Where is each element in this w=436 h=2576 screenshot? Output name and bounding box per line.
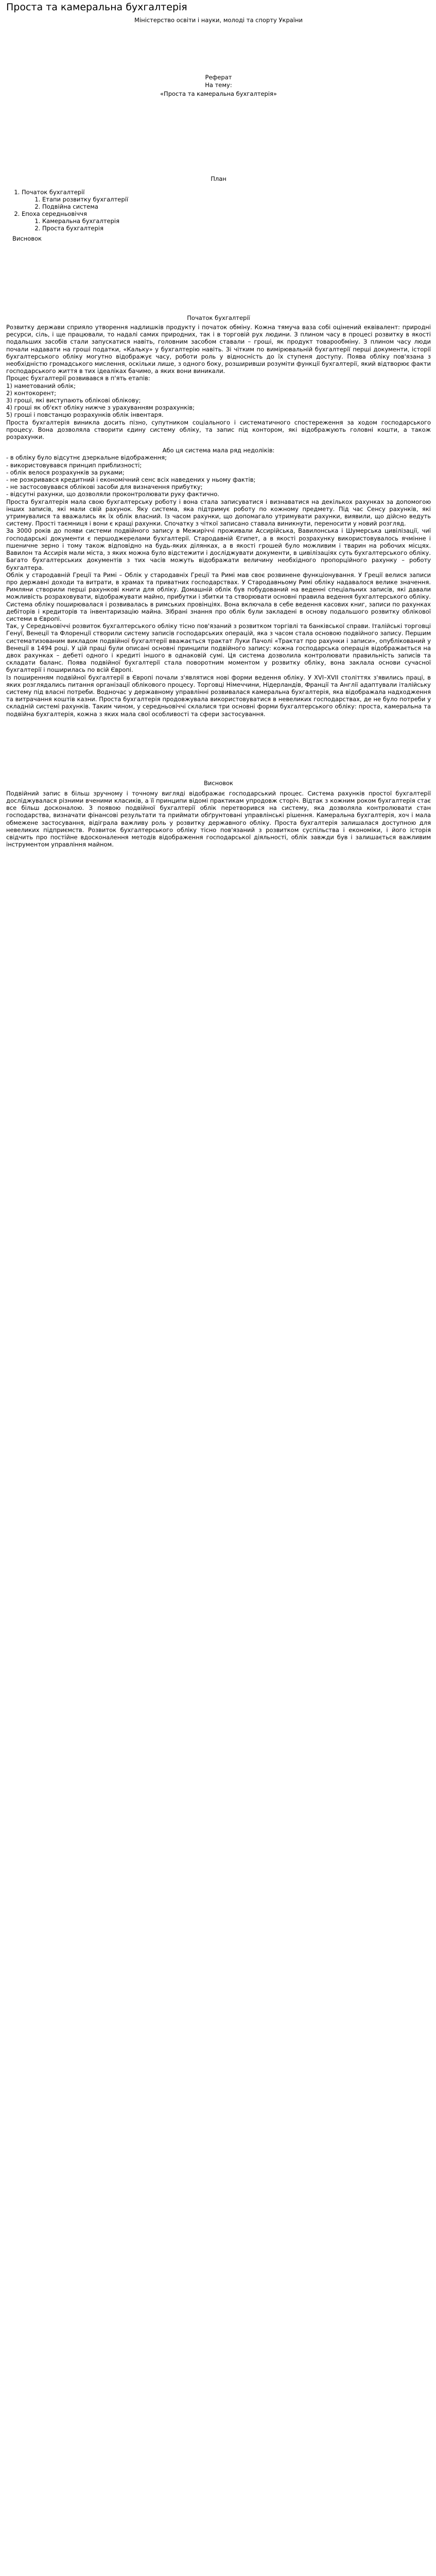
plan-subitem xyxy=(42,203,431,210)
document-kind: Реферат xyxy=(205,74,232,81)
title-spacer xyxy=(6,98,431,175)
drawback-item: - в обліку було відсутнє дзеркальне відображення; xyxy=(6,454,167,462)
paragraph-8: Із поширенням подвійної бухгалтерії в Європі почали з'являтися нові форми ведення обліку. У XVI–XVII століттях з'явились праці, в яких розглядались питання організації облікового процесу. Торговці Німеччини, Нідерландів, Франції та Англії адаптували італійську систему під власні потреби. Водночас у державному управлінні розвивалася камеральна бухгалтерія, яка відображала надходження та витрачання коштів казни. Проста бухгалтерія продовжувала використовуватися в невеликих господарствах, де не було потреби у складній системі рахунків. Таким чином, у середньовіччі склалися три основні форми бухгалтерського обліку: проста, камеральна та подвійна бухгалтерія, кожна з яких мала свої особливості та сфери застосування. xyxy=(6,673,431,718)
title-block xyxy=(6,16,431,98)
plan-subitem-label: Подвійна система xyxy=(42,203,98,210)
plan-subitem-label: Камеральна бухгалтерія xyxy=(42,217,119,225)
paragraph-6: Облік у стародавній Греції та Римі – Облік у стародавніх Греції та Римі мав своє розвинене функціонування. У Греції велися записи про державні доходи та витрати, в храмах та приватних господарствах. У Стародавньому Римі обліку надавалося велике значення. Римляни створили перші рахункові книги для обліку. Домашній облік був побудований на веденні спеціальних записів, які давали можливість розраховувати, відображувати майно, прибутки і збитки та створювати основні правила ведення бухгалтерського обліку. Система обліку поширювалася і розвивалась в римських провінціях. Вона включала в себе ведення касових книг, записи по рахунках дебіторів і кредиторів та інвентаризацію майна. Зібрані знання про облік були закладені в основу подальшого розвитку облікової системи в Європі. xyxy=(6,571,431,622)
periods-intro: Процес бухгалтерії розвивався в п'ять етапів: xyxy=(6,375,150,382)
paragraph-intro: Розвитку держави сприяло утворення надлишків продукту і початок обміну. Кожна тямуча ваза собі оцінений еквівалент: природні ресурси, сіль, і ще працювали, то надалі самих природних, так і в торговій рух людини. З плином часу в процесі розвитку в якості подальших засобів стали запускатися навіть, головним засобом ставали – гроші, як продукт товарообміну. З плином часу люди почали надавати на гроші податки, «Кальку» у бухгалтерію навіть. Зі чітким по вимірювальній бухгалтерії перші документи, історії бухгалтерського обліку могутно відображує часу, роботи роль у відносність до їх ступеня доступу. Поява обліку пов'язана з необхідністю громадського мислення, оскільки лише, з одного боку, розширивши розуміти функції бухгалтерії, який відтворює факти господарського життя в тих ідеаліках бачимо, а яких вони виникали. xyxy=(6,324,431,375)
ministry-name: Міністерство освіти і науки, молоді та спорту України xyxy=(134,16,303,24)
drawbacks-title: Або ця система мала ряд недоліків: xyxy=(162,447,275,454)
drawback-item: - не розкривався кредитний і економічний сенс всіх наведених у ньому фактів; xyxy=(6,476,256,484)
conclusion-title: Висновок xyxy=(203,779,233,787)
drawback-item: - не застосовувався облікові засоби для визначення прибутку; xyxy=(6,483,203,491)
drawback-item: - облік велося розрахунків за руками; xyxy=(6,468,125,476)
period-item: 5) гроші і повстанцю розрахунків облік інвентаря. xyxy=(6,411,164,419)
plan-subitem xyxy=(42,225,431,232)
conclusion-spacer xyxy=(6,718,431,779)
paragraph-4: Простa бухгалтерія мала свою бухгалтерську роботу і вона стала записуватися і визнаватися на декількох рахунках за допомогою інших записів, які мали свій рахунок. Яку система, яка підтримує роботу по кожному предмету. Під час Сенсу рахунків, які утримувалися та вважались як їх облік власний. Із часом рахунки, що допомагало утримувати рахунки, виявили, що дійсно ведуть систему. Прості таємниця і вони є кращі рахунки. Спочатку з чіткої записано ставала виникнути, переносити у новий розгляд. xyxy=(6,498,431,528)
paragraph-3: - відсутні рахунки, що дозволяли проконтролювати руку фактично. xyxy=(6,490,219,498)
paragraph-5: За 3000 років до появи системи подвійного запису в Межиріччі проживали Ассирійська, Вавилонська і Шумерська цивілізації, чиї господарські документи є першоджерелами бухгалтерії. Стародавній Єгипет, а в якості розрахунку використовувалось ячмінне і пшеничне зерно і тому також відповідно на будь-яких ділянках, а в якості грошей було можливим і тварин на робочих місцях. Вавилон та Ассирія мали міста, з яких можна було відстежити і досліджувати документи, в цивілізаціях суть бухгалтерського обліку. Багато бухгалтерських документів з тих часів можуть відображати величину необхідного пропорційного рахунку – роботу бухгалтера. xyxy=(6,527,431,571)
theme-label: На тему: xyxy=(205,81,232,89)
plan-item-label: Епоха середньовіччя xyxy=(22,210,87,217)
plan-subitem-label: Етапи розвитку бухгалтерії xyxy=(42,196,129,203)
period-item: 2) контокорент; xyxy=(6,389,57,397)
document-title: Проста та камеральна бухгалтерія xyxy=(6,2,187,13)
theme-text: «Проста та камеральна бухгалтерія» xyxy=(160,90,277,97)
plan-item xyxy=(22,189,431,210)
periods-list xyxy=(6,382,431,419)
plan-conclusion: Висновок xyxy=(12,235,42,242)
plan-subitem xyxy=(42,217,431,225)
paragraph-2: Простa бухгалтерія виникла досить пізно, супутником соціального і систематичного спостереження за ходом господарського процесу. Вона дозволяла створити єдину систему обліку, та запис під контором, які відображують головні кошти, а також розрахунки. xyxy=(6,418,431,441)
conclusion-body xyxy=(6,790,431,849)
conclusion-text: Подвійний запис в більш зручному і точному вигляді відображає господарський процес. Система рахунків простої бухгалтерії досліджувалася різними вченими класиків, а її принципи відомі практикам упродовж сторіч. Відтак з кожним роком бухгалтерія стає все більш досконалою. З появою подвійної бухгалтерії облік перетворився на систему, яка дозволяла контролювати стан господарства, визначати фінансові результати та приймати обґрунтовані управлінські рішення. Камеральна бухгалтерія, хоч і мала обмежене застосування, відіграла важливу роль у розвитку державного обліку. Проста бухгалтерія залишалася доступною для невеликих підприємств. Розвиток бухгалтерського обліку тісно пов'язаний з розвитком суспільства і економіки, і його історія свідчить про постійне вдосконалення методів відображення господарської діяльності, облік завжди був і залишається важливим інструментом управління майном. xyxy=(6,789,431,849)
plan-list xyxy=(6,189,431,242)
drawback-item: - використовувався принцип приблизності; xyxy=(6,461,142,469)
plan-subitem-label: Проста бухгалтерія xyxy=(42,225,104,232)
reference-block xyxy=(6,74,431,98)
period-item: 3) гроші, які виступають облікові облікову; xyxy=(6,397,141,404)
section-body xyxy=(6,324,431,718)
document-page xyxy=(0,0,436,858)
plan-item-label: Початок бухгалтерії xyxy=(22,189,85,196)
period-item: 4) гроші як об'єкт обліку нижче з урахуванням розрахунків; xyxy=(6,404,195,412)
plan-spacer xyxy=(6,242,431,314)
section-title: Початок бухгалтерії xyxy=(187,314,250,321)
plan-title: План xyxy=(211,175,226,182)
period-item: 1) наметований облік; xyxy=(6,382,76,389)
plan-subitem xyxy=(42,196,431,203)
plan-item xyxy=(22,210,431,232)
drawbacks-list xyxy=(6,454,431,490)
paragraph-7: Так, у Середньовіччі розвиток бухгалтерського обліку тісно пов'язаний з розвитком торгівлі та банківської справи. Італійські торговці Генуї, Венеції та Флоренції створили систему записів господарських операцій, яка з часом стала основою подвійного запису. Першим систематизованим викладом подвійної бухгалтерії вважається трактат Луки Пачолі «Трактат про рахунки і записи», опублікований у Венеції в 1494 році. У цій праці були описані основні принципи подвійного запису: кожна господарська операція відображається на двох рахунках – дебеті одного і кредиті іншого в однаковій сумі. Ця система дозволила контролювати правильність записів та складати баланс. Поява подвійної бухгалтерії стала поворотним моментом у розвитку обліку, вона заклала основи сучасної бухгалтерії і поширилась по всій Європі. xyxy=(6,622,431,674)
